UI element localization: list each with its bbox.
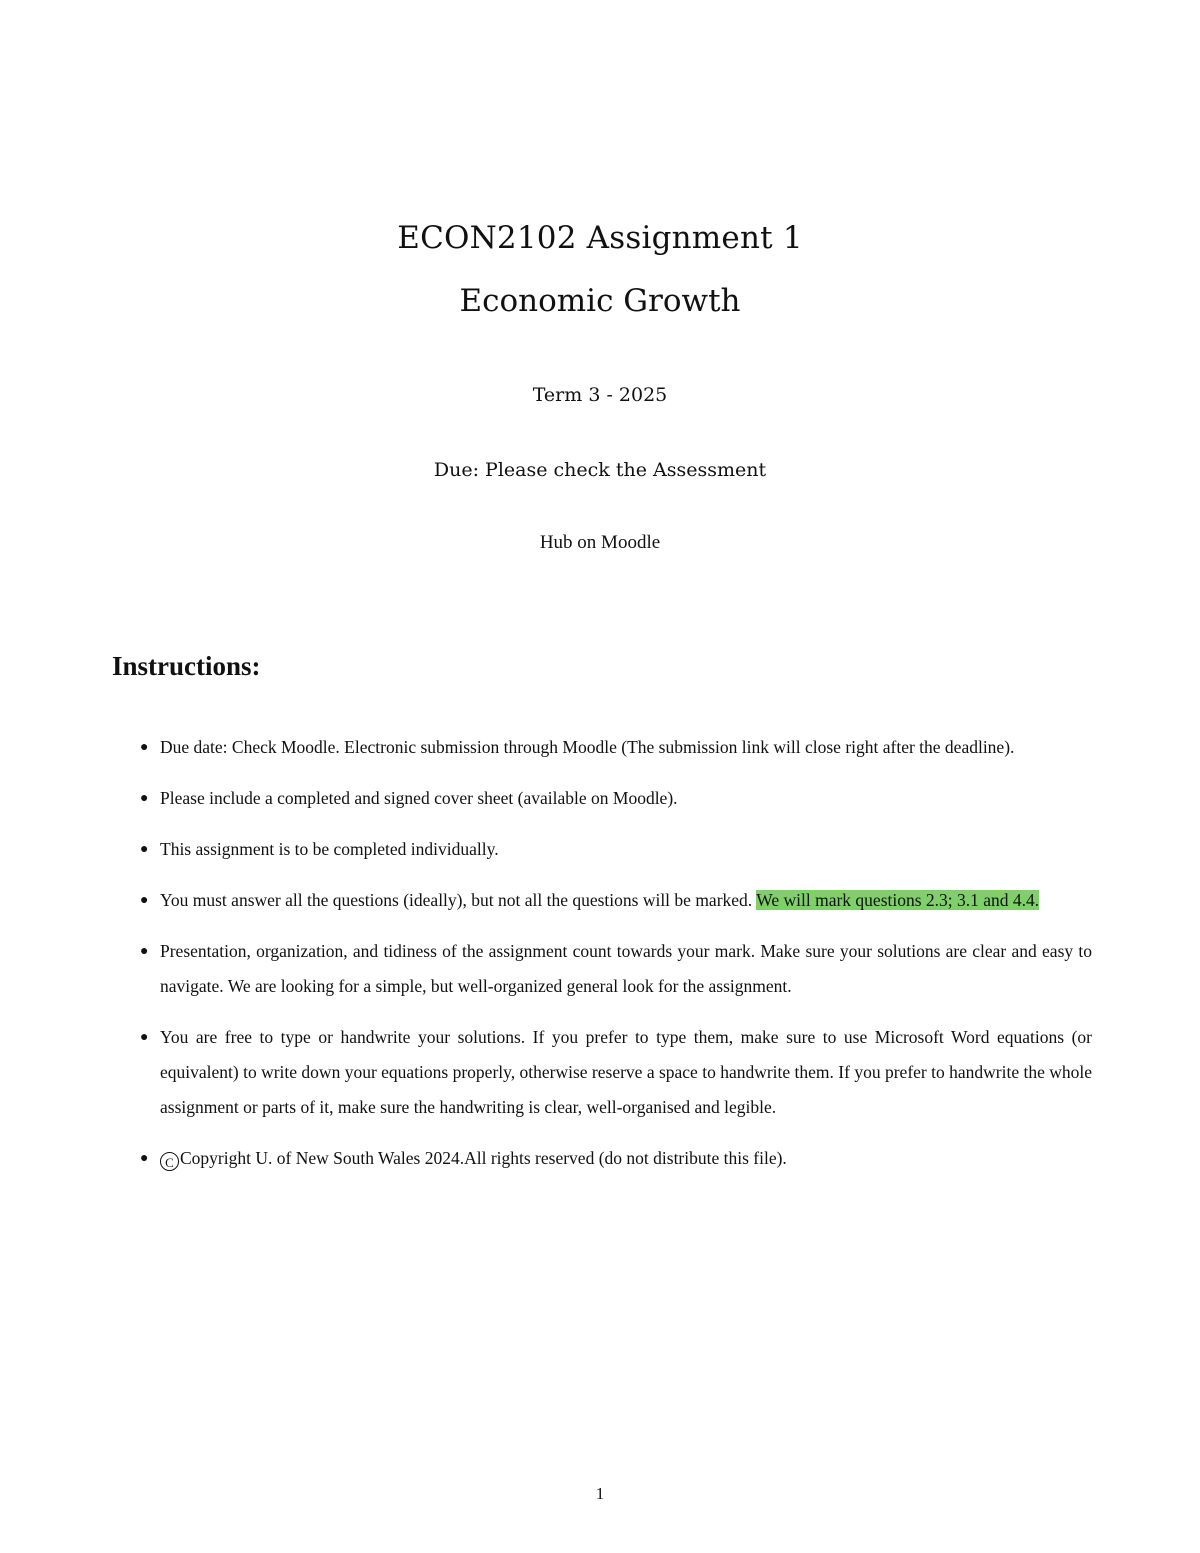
instruction-item-due-date xyxy=(140,730,1092,765)
term-label: Term 3 - 2025 xyxy=(532,384,668,406)
copyright-icon: C xyxy=(160,1152,179,1171)
bullet-icon: ● xyxy=(140,740,149,755)
instruction-text: Copyright U. of New South Wales 2024.All rights reserved (do not distribute this file). xyxy=(180,1148,787,1168)
instruction-item-copyright xyxy=(140,1141,1092,1176)
page-number: 1 xyxy=(595,1484,605,1503)
instructions-heading: Instructions: xyxy=(112,651,261,681)
instruction-text: You are free to type or handwrite your solutions. If you prefer to type them, make sure to use Microsoft Word equations (or equivalent) to write down your equations properly, otherwise reserve a space to handwrite them. If you prefer to handwrite the whole assignment or parts of it, make sure the handwriting is clear, well-organised and legible. xyxy=(160,1027,1092,1117)
bullet-icon: ● xyxy=(140,791,149,806)
instruction-text: Presentation, organization, and tidiness of the assignment count towards your mark. Make sure your solutions are clear and easy to navigate. We are looking for a simple, but well-organized general look for the assignment. xyxy=(160,941,1092,996)
instruction-item-individual xyxy=(140,832,1092,867)
instruction-item-format xyxy=(140,1020,1092,1125)
instruction-text: Due date: Check Moodle. Electronic submission through Moodle (The submission link will close right after the deadline). xyxy=(160,737,1015,757)
bullet-icon: ● xyxy=(140,1151,149,1166)
instruction-text: Please include a completed and signed cover sheet (available on Moodle). xyxy=(160,788,678,808)
instruction-text: You must answer all the questions (ideally), but not all the questions will be marked. xyxy=(160,890,757,910)
instruction-item-marked-questions xyxy=(140,883,1092,918)
instruction-item-presentation xyxy=(140,934,1092,1004)
due-line-2: Hub on Moodle xyxy=(539,532,661,553)
instructions-list xyxy=(140,730,1092,1192)
bullet-icon: ● xyxy=(140,1030,149,1045)
document-title: ECON2102 Assignment 1 xyxy=(397,220,803,256)
bullet-icon: ● xyxy=(140,893,149,908)
bullet-icon: ● xyxy=(140,842,149,857)
bullet-icon: ● xyxy=(140,944,149,959)
due-line-1: Due: Please check the Assessment xyxy=(433,459,767,481)
instruction-item-cover-sheet xyxy=(140,781,1092,816)
document-subtitle: Economic Growth xyxy=(459,283,741,319)
highlighted-marked-questions: We will mark questions 2.3; 3.1 and 4.4. xyxy=(756,890,1040,910)
instruction-text: This assignment is to be completed individually. xyxy=(160,839,499,859)
